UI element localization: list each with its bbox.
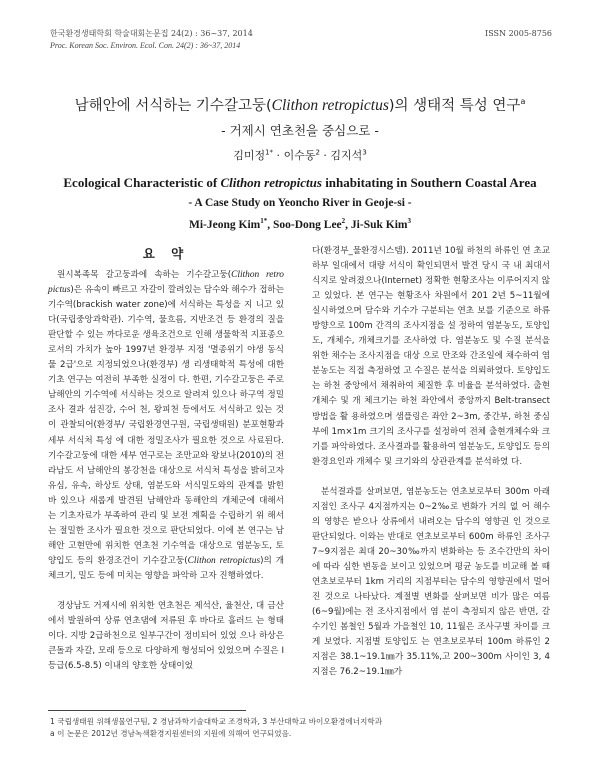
text-line: 접하는 기수역(brackish water zone)에 서식하는 특성을 지: [48, 285, 285, 311]
text-line: 내 최대서식지로 알려졌으나(Internet) 정확한 현황조사는: [312, 261, 550, 287]
body-column-right: [312, 244, 550, 680]
title-text: 남해안에 서식하는 기수갈고둥(: [74, 98, 272, 114]
body-paragraph: [312, 244, 550, 470]
text-line: 이루어지지 않고 있었다. 본 연구는 현황조사 차원에서 201: [312, 276, 550, 302]
species-name: Clithon retropictus: [271, 97, 389, 114]
paragraph-gap: [312, 470, 550, 485]
text-line: 정하여 염분농도, 토양입도, 개체수, 개체크기를 조사하였: [312, 321, 551, 347]
paragraph-gap: [48, 584, 284, 599]
affiliation-mark: 1*: [265, 148, 274, 157]
author-separator: ,: [267, 219, 273, 231]
text-line: 고 수질은 분석을 의뢰하였다. 토양입도는 하천 중앙에서: [312, 366, 551, 392]
text-line: 는 기초자료가 부족하여 관리 및 보전 계획을 수립하기 위: [48, 510, 265, 521]
text-line: 해서는 절밀한 조사가 필요한 것으로 판단되었다. 이에 본: [48, 510, 285, 536]
text-line: '멸종위기 야생 동식물 2급'으로 지정되었으나(환경부) 생: [48, 345, 284, 371]
text-line: 용하였으며 샘플링은 좌안 2~3m, 중간부, 하천 중심부에: [312, 411, 550, 437]
body-paragraph: [312, 485, 550, 681]
body-paragraph: [48, 599, 284, 674]
body-column-left: [48, 268, 284, 674]
text-line: 천, 왕피천 등에서도 서식하고 있는 것이 관찰되어(환경부/: [48, 405, 284, 431]
author-separator: ,: [345, 219, 351, 231]
text-line: 기를 파악하였다. 조사결과를 활용하여 염분농도, 토양입도: [312, 441, 531, 452]
text-line: 유속, 하상토 상태, 염분도와 서식밀도와의 관계를 밝힌 바: [48, 480, 284, 506]
author-list-ko: [0, 147, 600, 163]
text-line: 다. 한편, 기수갈고둥은 주로 남해안의 기수역에 서식하는: [48, 375, 284, 401]
text-line: 어 해수의 영향은 받으나 상류에서 내려오는 담수의 영향권: [312, 501, 550, 527]
text-line: 남해안의 봉강천을 대상으로 서식처 특성을 밝히고자 유심,: [48, 465, 285, 491]
text-line: 환경의 질을 판단할 수 있는 까다로운 생육조건으로 인해: [48, 315, 284, 341]
title-text: )의 생태적 특성 연구: [388, 98, 521, 114]
author-name: 김지석: [330, 149, 363, 162]
footnotes: [50, 716, 382, 740]
journal-citation-en: Proc. Korean Soc. Environ. Ecol. Con. 24(2) : 36~37, 2014: [50, 41, 241, 50]
text-line: 다.: [511, 456, 523, 467]
text-line: 농도를 비교해 볼 때 연초보로부터 1km 거리의 지점부터는: [312, 561, 550, 587]
text-line: 살펴보면 비가 많은 여름(6~9월)에는 전 조사지점에서 염: [312, 592, 551, 618]
text-line: 등의 환경요인과 개체수 및 크기와의 상관관계를 분석하였: [312, 441, 550, 467]
text-line: 2년 5~11월에 실시하였으며 담수와 기수가 구분되는 연초: [312, 291, 550, 317]
text-line: 다(환경부_물환경시스템). 2011년 10월 하천의 하류인 연: [312, 246, 531, 256]
paper-subtitle-en: - A Case Study on Yeoncho River in Geoje-si -: [188, 197, 412, 209]
text-line: pictus)은 유속이 빠르고 자갈이 깔려있는 담수와 해수가: [48, 285, 257, 296]
footnote-line: a 이 논문은 2012년 경남녹색환경지원센터의 지원에 의해여 연구되었음.: [50, 729, 292, 738]
text-line: 아래지점인 조사구 4지점까지는 0~2‰로 변화가 거의 없: [312, 486, 551, 512]
text-line: 금산에서 발원하여 상류 연초댐에 저류된 후 바다로 흘러드: [48, 600, 284, 627]
text-line: 원시복족목 갈고둥과에 속하는 기수갈고둥(Clithon retro: [57, 270, 284, 280]
affiliation-mark: 3: [407, 217, 411, 226]
text-line: 리생태학적 특성에 대한 기초 연구는 여전히 부족한 실정이: [48, 360, 285, 386]
text-line: 에 대한 정밀조사가 필요한 것으로 사료된다. 기수갈고둥에: [48, 435, 284, 461]
text-line: retropictus)의 개체크기, 밀도 등에 미치는 영향을 파악하: [48, 555, 284, 581]
text-line: 있으나 새롭게 발견된 남해안과 동해안의 개체군에 대해서: [60, 495, 284, 506]
author-name: 이수동: [283, 149, 316, 162]
text-line: 채취하여 체질한 후 비율을 분석하였다. 출현 개체수 및 개: [312, 381, 550, 407]
text-line: 연구는 남해안 고현만에 위치한 연초천 기수역을 대상으로: [48, 525, 284, 551]
text-line: 으나 하상은 큰돌과 자갈, 모래 등으로 다양하게 형성되어: [48, 631, 285, 657]
text-line: 조수간만의 차이에 따라 심한 변동을 보이고 있었으며 평균: [312, 546, 550, 572]
affiliation-mark: 3: [362, 148, 367, 157]
running-header: [50, 28, 552, 52]
text-line: 담수의 영향권에서 멀어진 것으로 나타났다. 계절별 변화를: [312, 576, 551, 603]
author-name: 김미정: [233, 149, 266, 162]
affiliation-mark: 1*: [260, 217, 268, 226]
title-text: Ecological Characteristic of: [63, 175, 221, 190]
text-line: 보를 기준으로 하류 방향으로 100m 간격의 조사지점을 설: [312, 306, 551, 332]
author-name: Soo-Dong Lee: [272, 219, 342, 231]
text-line: 대한 세부 연구로는 조만교와 왕보나(2010)의 전라남도 서: [48, 450, 284, 476]
text-line: 는 연초보로부터 100m 하류인 2 지점은 38.1~19.1㎜가: [312, 637, 551, 663]
text-line: 초교 하부 일대에서 대량 서식이 확인되면서 발견 당시 국: [312, 246, 550, 272]
author-separator: ·: [319, 149, 331, 162]
journal-citation-ko: 한국환경생태학회 학술대회논문집 24(2) : 36~37, 2014: [50, 29, 253, 38]
text-line: 하류인 조사구 7~9지점은 최대 20~30‰까지 변화하는 등: [312, 531, 551, 557]
affiliation-mark: 2: [315, 148, 320, 157]
species-name: Clithon retropictus: [220, 175, 322, 190]
title-text: inhabitating in Southern Coastal Area: [321, 175, 537, 190]
text-line: 35.11%,고 200~300m 사이인 3, 4 지점은 76.2~19.1㎜가: [312, 652, 550, 678]
text-line: 으로 만조와 간조일에 채수하여 염분농도는 직접 측정하였: [312, 351, 550, 377]
text-line: 체크기는 하천 좌안에서 중앙까지 Belt-transect 방법을 활: [312, 396, 550, 422]
paper-title-en: [0, 175, 600, 191]
text-line: 염분농도, 토양입도 등의 환경조건이 기수갈고둥(Clithon: [48, 540, 284, 566]
text-line: 10, 11월은 조사구별 차이를 크게 보였다. 지점별 토양입도: [312, 622, 551, 648]
paper-subtitle-ko: - 거제시 연초천을 중심으로 -: [221, 123, 379, 138]
author-separator: ·: [273, 149, 284, 162]
body-paragraph: [48, 268, 284, 584]
text-line: 다. 염분농도 및 수질 분석을 위한 채수는 조사지점을 대상: [312, 336, 550, 362]
text-line: 는 형태이다. 지방 2급하천으로 일부구간이 정비되어 있었: [48, 616, 285, 642]
footnote-divider: [48, 710, 246, 711]
text-line: 것으로 알려져 있으나 하구역 정밀조사 결과 섬진강, 수어: [48, 390, 284, 416]
text-line: 고자 진행하였다.: [199, 570, 264, 581]
issn: ISSN 2005-8756: [485, 29, 552, 38]
text-line: 있었으며 수질은 Ⅰ등급(6.5-8.5) 이내의 양호한 상태이었: [48, 646, 285, 672]
text-line: 인 것으로 판단되었다. 이와는 반대로 연초보로부터 600m: [312, 516, 550, 542]
text-line: 니고 있다(국립중앙과학관). 기수역, 물흐름, 지반조건 등: [48, 300, 284, 326]
footnote-line: 1 국립생태원 위해생물연구팀, 2 경남과학기술대학교 조경학과, 3 부산대학교 바이오환경에너지학과: [50, 717, 383, 726]
author-name: Mi-Jeong Kim: [189, 219, 261, 231]
text-line: 분석결과를 살펴보면, 염분농도는 연초보로부터 300m: [321, 486, 530, 497]
text-line: 경상남도 거제시에 위치한 연초천은 제석산, 율천산, 대: [57, 600, 265, 611]
text-line: 분이 측정되지 않은 반면, 갈수기인 봄철인 5월과 가을철인: [312, 607, 550, 633]
text-line: 1m×1m 크기의 조사구를 설정하여 전체 출현개체수와 크: [331, 426, 550, 437]
author-list-en: [0, 219, 600, 231]
paper-title-ko: [30, 94, 570, 115]
text-line: 국립환경연구원, 국립생태원) 분포현황과 세부 서식처 특성: [48, 420, 284, 446]
footnote-mark: a: [520, 97, 526, 107]
abstract-heading: 요 약: [142, 246, 190, 261]
affiliation-mark: 2: [341, 217, 346, 226]
text-line: 생물학적 지표종으로서의 가치가 높아 1997년 환경부 지정: [48, 330, 285, 356]
author-name: Ji-Suk Kim: [350, 219, 408, 231]
